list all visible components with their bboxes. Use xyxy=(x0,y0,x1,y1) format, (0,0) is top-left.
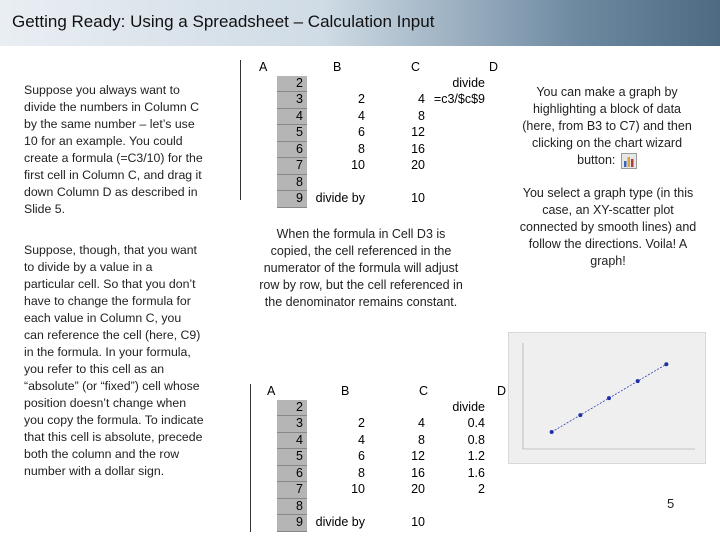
row-number[interactable]: 3 xyxy=(277,416,307,433)
chart-point-4 xyxy=(636,379,640,383)
cell-c[interactable] xyxy=(367,174,427,191)
cell-d[interactable]: 2 xyxy=(478,482,485,497)
cell-d[interactable]: 1.6 xyxy=(467,465,485,480)
cell-d[interactable] xyxy=(427,174,487,191)
cell-c[interactable]: 16 xyxy=(411,465,425,480)
row-number[interactable]: 2 xyxy=(277,400,307,416)
chart-point-2 xyxy=(578,413,582,417)
left-paragraph-1: Suppose you always want to divide the numbers in Column C by the same number – let’s use 10 for an example. You could create a formula (=C3/10) for the first cell in Column C, and drag it down Column D as described in Slide 5. xyxy=(24,83,203,216)
cell-b[interactable]: 8 xyxy=(358,141,365,156)
cell-d[interactable]: 0.8 xyxy=(467,432,485,447)
cell-c[interactable]: 8 xyxy=(418,432,425,447)
cell-d[interactable] xyxy=(427,191,487,208)
row-number[interactable]: 7 xyxy=(277,158,307,175)
cell-b[interactable] xyxy=(307,498,367,515)
cell-b[interactable]: 4 xyxy=(358,432,365,447)
table-row xyxy=(277,92,487,109)
cell-d[interactable] xyxy=(427,498,487,515)
cell-b[interactable]: 10 xyxy=(351,158,365,173)
row-number[interactable]: 5 xyxy=(277,125,307,142)
cell-c[interactable] xyxy=(367,498,427,515)
table-row xyxy=(277,141,487,158)
cell-c[interactable] xyxy=(367,400,427,416)
col-header-a: A xyxy=(267,384,276,399)
left-paragraph-2: Suppose, though, that you want to divide by a value in a particular cell. So that you don’t have to change the formula for each value in Column C, you can reference the cell (here, C9) in the formula. In your formula, you refer to this cell as an “absolute” (or “fixed”) cell whose position doesn’t change when you copy the formula. To indicate that this cell is absolute, precede both the column and the row number with a dollar sign. xyxy=(24,243,204,478)
table-row xyxy=(277,416,487,433)
row-number[interactable]: 9 xyxy=(277,515,307,532)
table-row xyxy=(277,432,487,449)
spreadsheet-results xyxy=(250,384,555,532)
table-row xyxy=(277,465,487,482)
row-number[interactable]: 5 xyxy=(277,449,307,466)
table-row xyxy=(277,498,487,515)
cell-c[interactable]: 10 xyxy=(411,191,425,206)
row-number[interactable]: 6 xyxy=(277,141,307,158)
col-header-d: D xyxy=(489,60,499,75)
table-row xyxy=(277,125,487,142)
cell-d[interactable]: 0.4 xyxy=(467,416,485,431)
cell-d[interactable] xyxy=(427,125,487,142)
cell-d[interactable] xyxy=(427,158,487,175)
row-number[interactable]: 7 xyxy=(277,482,307,499)
row-number[interactable]: 3 xyxy=(277,92,307,109)
cell-c[interactable]: 10 xyxy=(411,515,425,530)
cell-d[interactable]: divide xyxy=(452,400,485,414)
cell-c[interactable]: 4 xyxy=(418,416,425,431)
cell-c[interactable]: 12 xyxy=(411,449,425,464)
col-header-a: A xyxy=(259,60,268,75)
chart-point-5 xyxy=(664,362,668,366)
row-number[interactable]: 4 xyxy=(277,432,307,449)
chart-point-3 xyxy=(607,396,611,400)
right-text-2: You select a graph type (in this case, an XY-scatter plot connected by smooth lines) and follow the directions. Voila! A graph! xyxy=(519,186,697,268)
page-number: 5 xyxy=(667,496,675,511)
cell-c[interactable]: 16 xyxy=(411,141,425,156)
cell-d[interactable]: =c3/$c$9 xyxy=(433,92,485,107)
table-row xyxy=(277,191,487,208)
right-text-graph xyxy=(518,84,696,169)
page-title: Getting Ready: Using a Spreadsheet – Calculation Input xyxy=(12,12,435,31)
cell-d[interactable] xyxy=(427,141,487,158)
cell-b[interactable] xyxy=(307,174,367,191)
cell-c[interactable]: 8 xyxy=(418,108,425,123)
table-row xyxy=(277,158,487,175)
cell-b[interactable]: 10 xyxy=(351,482,365,497)
title-bar xyxy=(0,0,720,46)
row-number[interactable]: 6 xyxy=(277,465,307,482)
cell-c[interactable]: 4 xyxy=(418,92,425,107)
col-header-d: D xyxy=(497,384,507,399)
cell-b[interactable]: 4 xyxy=(358,108,365,123)
cell-d[interactable] xyxy=(427,108,487,125)
col-header-c: C xyxy=(419,384,429,399)
table-row xyxy=(277,449,487,466)
col-header-b: B xyxy=(333,60,342,75)
cell-b[interactable]: divide by xyxy=(315,515,365,530)
cell-d[interactable]: divide xyxy=(452,76,485,90)
table-row xyxy=(277,400,487,416)
cell-c[interactable] xyxy=(367,76,427,92)
col-header-b: B xyxy=(341,384,350,399)
table-row xyxy=(277,76,487,92)
row-number[interactable]: 8 xyxy=(277,174,307,191)
cell-b[interactable]: 6 xyxy=(358,125,365,140)
cell-b[interactable] xyxy=(307,76,367,92)
right-text-1: You can make a graph by highlighting a block of data (here, from B3 to C7) and then clicking on the chart wizard button: xyxy=(522,85,692,167)
row-number[interactable]: 8 xyxy=(277,498,307,515)
cell-c[interactable]: 20 xyxy=(411,482,425,497)
table-row xyxy=(277,482,487,499)
cell-b[interactable]: 8 xyxy=(358,465,365,480)
cell-b[interactable] xyxy=(307,400,367,416)
table-row xyxy=(277,174,487,191)
row-number[interactable]: 9 xyxy=(277,191,307,208)
middle-explanation: When the formula in Cell D3 is copied, the cell referenced in the numerator of the formula will adjust row by row, but the cell referenced in the denominator remains constant. xyxy=(259,227,463,309)
table-row xyxy=(277,515,487,532)
cell-b[interactable]: 2 xyxy=(358,416,365,431)
col-header-c: C xyxy=(411,60,421,75)
table-row xyxy=(277,108,487,125)
cell-c[interactable]: 12 xyxy=(411,125,425,140)
cell-b[interactable]: divide by xyxy=(315,191,365,206)
chart-wizard-icon[interactable] xyxy=(621,153,637,169)
row-number[interactable]: 2 xyxy=(277,76,307,92)
spreadsheet-formula xyxy=(240,60,547,206)
cell-d[interactable]: 1.2 xyxy=(467,449,485,464)
row-number[interactable]: 4 xyxy=(277,108,307,125)
cell-b[interactable]: 2 xyxy=(358,92,365,107)
cell-c[interactable]: 20 xyxy=(411,158,425,173)
cell-d[interactable] xyxy=(427,515,487,532)
cell-b[interactable]: 6 xyxy=(358,449,365,464)
